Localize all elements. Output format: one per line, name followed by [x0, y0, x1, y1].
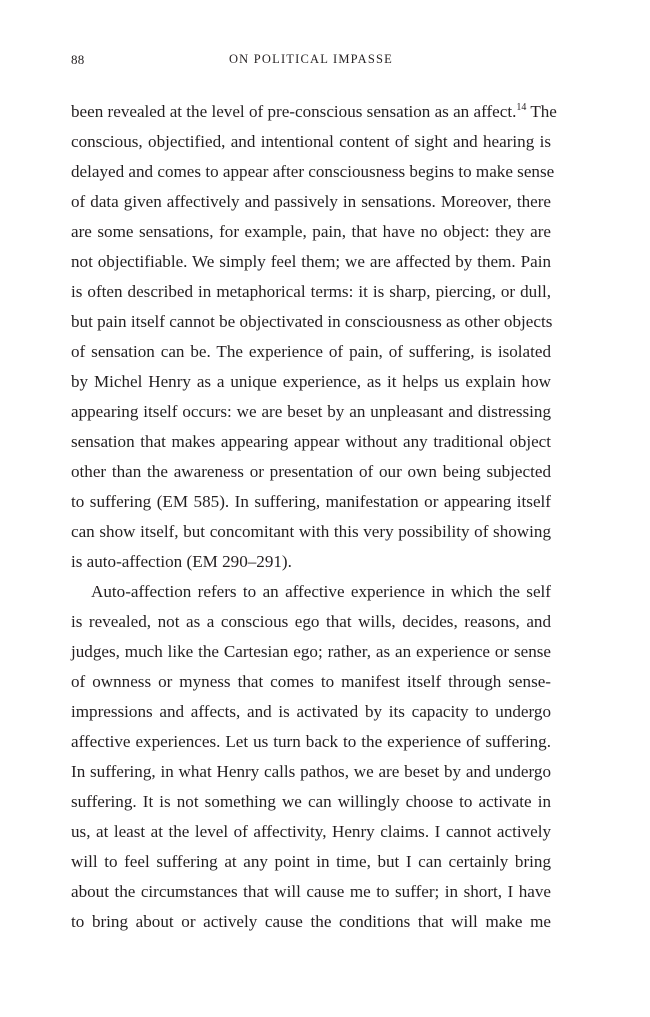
text-line: of data given affectively and passively in sensations. Moreover, there	[71, 192, 551, 211]
body-text	[71, 97, 557, 937]
running-head	[71, 52, 551, 72]
line-tail: The	[526, 102, 557, 121]
text-line	[71, 97, 557, 127]
text-line: about the circumstances that will cause me to suffer; in short, I have	[71, 882, 551, 901]
footnote-reference[interactable]: 14	[516, 102, 527, 113]
text-line: of ownness or myness that comes to manifest itself through sense-	[71, 672, 551, 691]
text-line: impressions and affects, and is activated by its capacity to undergo	[71, 702, 551, 721]
text-line: by Michel Henry as a unique experience, as it helps us explain how	[71, 372, 551, 391]
running-title: ON POLITICAL IMPASSE	[228, 52, 394, 66]
text-line: delayed and comes to appear after consciousness begins to make sense	[71, 162, 555, 181]
text-line: sensation that makes appearing appear without any traditional object	[71, 432, 551, 451]
text-line: Auto-affection refers to an affective experience in which the self	[91, 582, 551, 601]
text-line: affective experiences. Let us turn back to the experience of suffering.	[71, 732, 551, 751]
text-line: is often described in metaphorical terms: it is sharp, piercing, or dull,	[71, 282, 551, 301]
text-line: can show itself, but concomitant with this very possibility of showing	[71, 522, 551, 541]
paragraph-2	[71, 577, 551, 937]
text-line: judges, much like the Cartesian ego; rather, as an experience or sense	[71, 642, 551, 661]
text-line: other than the awareness or presentation of our own being subjected	[71, 462, 551, 481]
text-line: suffering. It is not something we can willingly choose to activate in	[71, 792, 551, 811]
paragraph-1	[71, 97, 557, 577]
text-line: will to feel suffering at any point in time, but I can certainly bring	[71, 852, 551, 871]
text-line: In suffering, in what Henry calls pathos, we are beset by and undergo	[71, 762, 551, 781]
line-text: been revealed at the level of pre-conscious sensation as an affect.	[71, 102, 517, 121]
text-line: conscious, objectified, and intentional content of sight and hearing is	[71, 132, 551, 151]
text-line: are some sensations, for example, pain, that have no object: they are	[71, 222, 551, 241]
text-line: to bring about or actively cause the conditions that will make me	[71, 912, 551, 931]
text-line: to suffering (EM 585). In suffering, manifestation or appearing itself	[71, 492, 551, 511]
page-number: 88	[71, 52, 85, 67]
text-line: but pain itself cannot be objectivated in consciousness as other objects	[71, 312, 553, 331]
text-line: of sensation can be. The experience of pain, of suffering, is isolated	[71, 342, 551, 361]
text-line: is auto-affection (EM 290–291).	[71, 552, 292, 571]
text-line: appearing itself occurs: we are beset by an unpleasant and distressing	[71, 402, 551, 421]
text-line: us, at least at the level of affectivity, Henry claims. I cannot actively	[71, 822, 551, 841]
text-line: is revealed, not as a conscious ego that wills, decides, reasons, and	[71, 612, 551, 631]
text-line: not objectifiable. We simply feel them; we are affected by them. Pain	[71, 252, 551, 271]
